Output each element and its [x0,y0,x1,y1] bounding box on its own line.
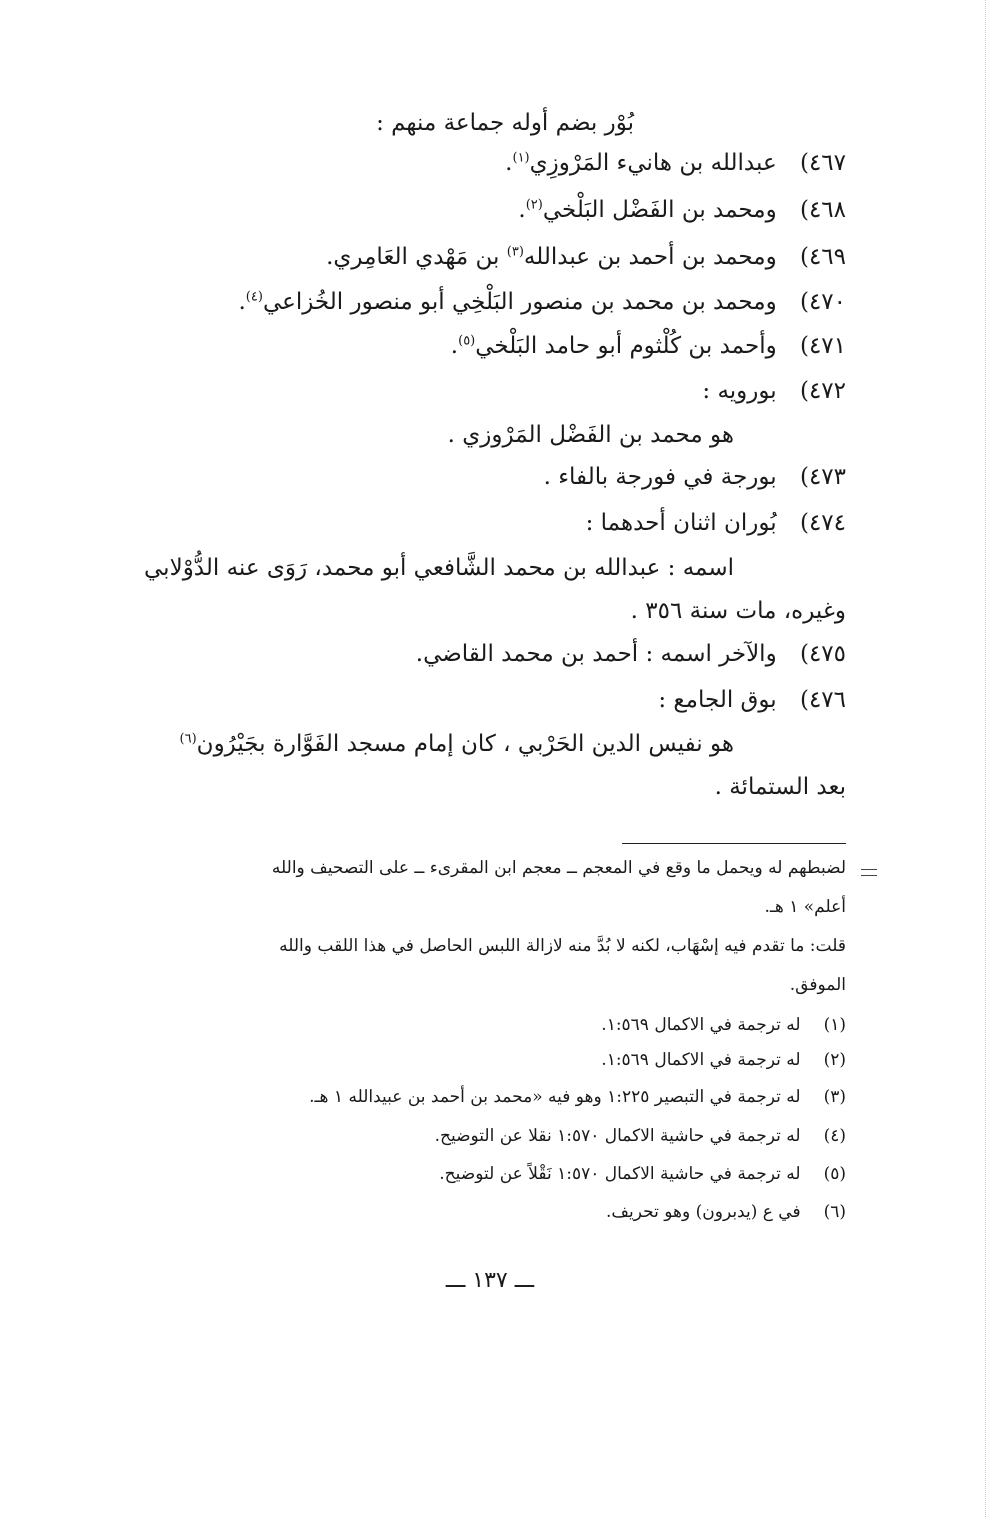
footnote-text: له ترجمة في حاشية الاكمال ١:٥٧٠ نقلا عن التوضيح. [434,1126,801,1146]
footnote-ref: (١) [512,150,530,166]
page-number: ـــ ١٣٧ ـــ [445,1268,535,1293]
entry-text: ومحمد بن الفَضْل البَلْخي [542,197,777,223]
footnote-text: له ترجمة في التبصير ١:٢٢٥ وهو فيه «محمد بن أحمد بن عبيدالله ١ هـ. [309,1087,801,1107]
footnote-text: له ترجمة في الاكمال ١:٥٦٩. [601,1015,801,1035]
entry-474-body-line1: اسمه : عبدالله بن محمد الشَّافعي أبو محمد، رَوَى عنه الدُّوْلابي [144,555,734,581]
entry-tail: بن مَهْدي العَامِري. [326,244,507,270]
entry-text: ومحمد بن محمد بن منصور البَلْخِي أبو منصور الخُزاعي [262,289,777,315]
entry-text: بورجة في فورجة بالفاء . [543,464,777,490]
entry-471 [126,331,846,361]
entry-text: بُوران اثنان أحدهما : [585,510,777,536]
entry-469 [126,242,846,272]
entry-number: ٤٧٣) [799,464,846,490]
footnote-number: (٤) [823,1126,846,1146]
entry-number: ٤٧٢) [799,378,846,404]
footnote-3 [309,1084,846,1110]
entry-text: والآخر اسمه : أحمد بن محمد القاضي. [415,641,777,667]
entry-468 [126,195,846,225]
entry-text: بورويه : [702,378,777,404]
footnote-4 [435,1123,846,1149]
entry-467 [126,148,846,178]
footnote-5 [439,1161,846,1187]
entry-472-body: هو محمد بن الفَضْل المَرْوزي . [447,422,734,448]
footnote-ref: (٦) [179,731,197,747]
footnote-6 [606,1199,846,1225]
entry-text: ومحمد بن أحمد بن عبدالله [523,244,777,270]
entry-tail: . [450,333,459,359]
entry-number: ٤٧٠) [799,289,846,315]
entry-number: ٤٦٩) [799,244,846,270]
scan-margin-mark [861,869,877,876]
footnote-2 [601,1047,846,1073]
entry-text: وأحمد بن كُلْثوم أبو حامد البَلْخي [475,333,777,359]
footnote-text: في ع (يدبرون) وهو تحريف. [606,1202,801,1222]
entry-tail: . [238,289,246,315]
entry-470 [126,287,846,317]
footnote-ref: (٥) [458,333,476,349]
entry-474-body-line2: وغيره، مات سنة ٣٥٦ . [630,598,846,624]
footnote-separator [622,843,846,844]
entry-tail: . [505,150,513,176]
entry-number: ٤٧٦) [799,687,846,713]
entry-tail: . [518,197,526,223]
entry-473 [126,462,846,492]
entry-number: ٤٧٥) [799,641,846,667]
body-text: هو نفيس الدين الحَرْبي ، كان إمام مسجد الفَوَّارة بجَيْرُون [196,731,734,757]
footnote-number: (٦) [823,1202,846,1222]
entry-476 [126,685,846,715]
footnote-1 [601,1012,846,1038]
footnote-text: له ترجمة في حاشية الاكمال ١:٥٧٠ نَقْلاً عن لتوضيح. [439,1164,801,1184]
entry-text: بوق الجامع : [658,687,777,713]
entry-475 [126,639,846,669]
entry-476-body-line2: بعد الستمائة . [714,774,846,800]
footnote-number: (١) [823,1015,846,1035]
footnote-number: (٢) [823,1050,846,1070]
section-heading: بُوْر بضم أوله جماعة منهم : [376,110,634,136]
footnote-continuation-line1: لضبطهم له ويحمل ما وقع في المعجم ــ معجم ابن المقرىء ــ على التصحيف والله [271,858,846,878]
entry-number: ٤٧١) [799,333,846,359]
entry-number: ٤٦٧) [799,150,846,176]
footnote-ref: (٢) [525,197,543,213]
entry-number: ٤٧٤) [799,510,846,536]
footnote-text: له ترجمة في الاكمال ١:٥٦٩. [601,1050,801,1070]
entry-476-body-line1 [114,729,734,759]
entry-text: عبدالله بن هانيء المَرْوزِي [529,150,777,176]
scan-edge-divider [985,0,986,1517]
footnote-continuation-line3: قلت: ما تقدم فيه إسْهَاب، لكنه لا بُدَّ منه لازالة اللبس الحاصل في هذا اللقب والله [279,936,846,956]
footnote-continuation-line2: أعلم» ١ هـ. [764,897,846,917]
footnote-number: (٥) [823,1164,846,1184]
footnote-number: (٣) [823,1087,846,1107]
entry-474 [126,508,846,538]
footnote-continuation-line4: الموفق. [789,975,846,995]
footnote-ref: (٣) [506,244,524,260]
footnote-ref: (٤) [245,289,263,305]
entry-number: ٤٦٨) [799,197,846,223]
entry-472 [126,376,846,406]
